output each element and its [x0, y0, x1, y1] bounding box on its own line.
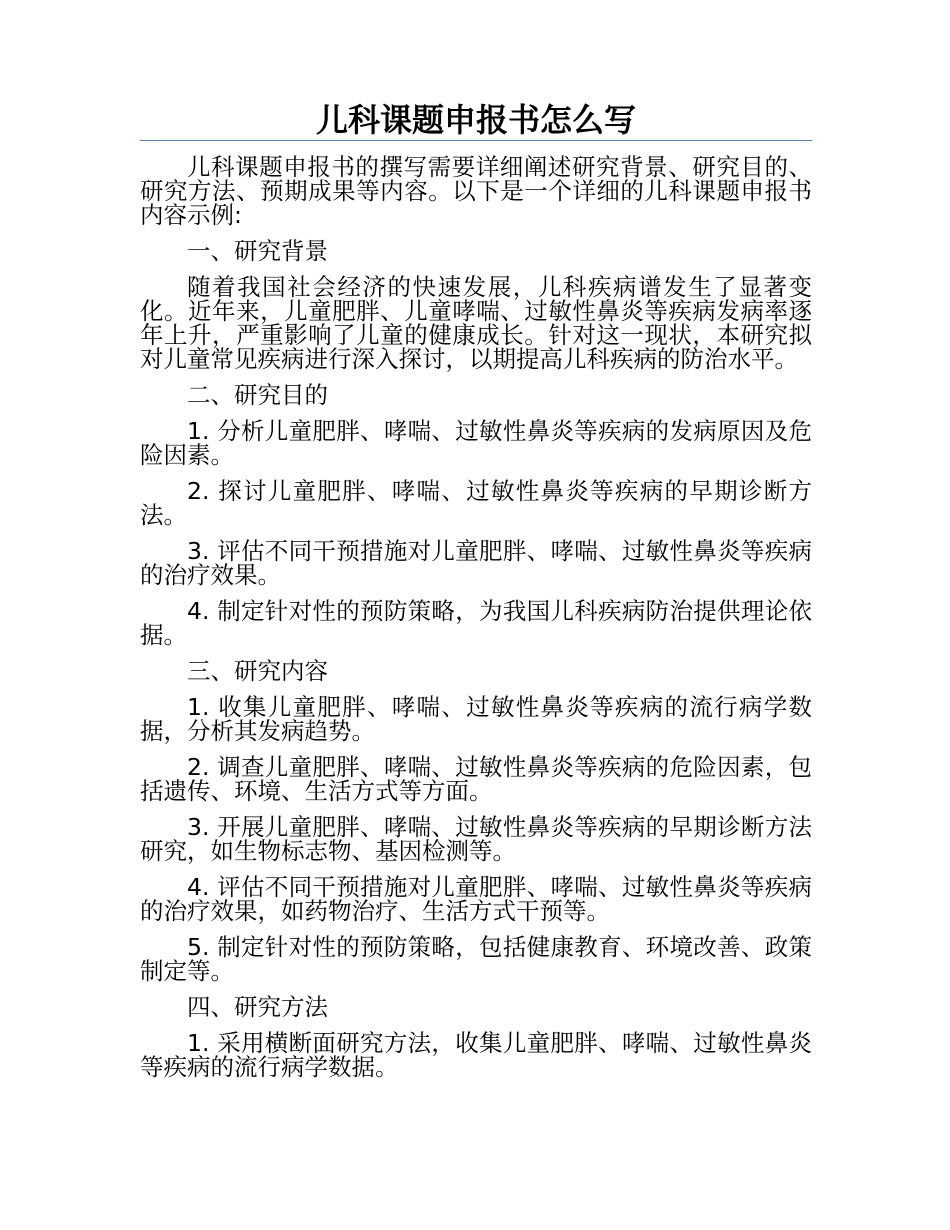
list-item: 1. 分析儿童肥胖、哮喘、过敏性鼻炎等疾病的发病原因及危险因素。 — [140, 417, 812, 469]
list-item: 3. 评估不同干预措施对儿童肥胖、哮喘、过敏性鼻炎等疾病的治疗效果。 — [140, 537, 812, 589]
list-item: 5. 制定针对性的预防策略，包括健康教育、环境改善、政策制定等。 — [140, 933, 812, 985]
list-item: 4. 评估不同干预措施对儿童肥胖、哮喘、过敏性鼻炎等疾病的治疗效果，如药物治疗、生活方式干预等。 — [140, 873, 812, 925]
list-item: 3. 开展儿童肥胖、哮喘、过敏性鼻炎等疾病的早期诊断方法研究，如生物标志物、基因检测等。 — [140, 813, 812, 865]
section-methods — [140, 995, 812, 1079]
list-item: 2. 调查儿童肥胖、哮喘、过敏性鼻炎等疾病的危险因素，包括遗传、环境、生活方式等方面。 — [140, 753, 812, 805]
section-heading: 三、研究内容 — [187, 657, 328, 685]
section-heading: 四、研究方法 — [187, 993, 328, 1021]
title-underline — [140, 140, 812, 141]
list-item: 1. 采用横断面研究方法，收集儿童肥胖、哮喘、过敏性鼻炎等疾病的流行病学数据。 — [140, 1029, 812, 1081]
section-background — [140, 239, 812, 371]
list-item: 4. 制定针对性的预防策略，为我国儿科疾病防治提供理论依据。 — [140, 597, 812, 649]
section-heading: 二、研究目的 — [187, 381, 328, 409]
list-item: 1. 收集儿童肥胖、哮喘、过敏性鼻炎等疾病的流行病学数据，分析其发病趋势。 — [140, 693, 812, 745]
document-page — [140, 100, 812, 1091]
document-title: 儿科课题申报书怎么写 — [315, 101, 636, 139]
section-objectives — [140, 383, 812, 647]
section-heading: 一、研究背景 — [187, 237, 328, 265]
intro-paragraph: 儿科课题申报书的撰写需要详细阐述研究背景、研究目的、研究方法、预期成果等内容。以下是一个详细的儿科课题申报书内容示例: — [140, 153, 812, 229]
section-paragraph: 随着我国社会经济的快速发展，儿科疾病谱发生了显著变化。近年来，儿童肥胖、儿童哮喘、过敏性鼻炎等疾病发病率逐年上升，严重影响了儿童的健康成长。针对这一现状，本研究拟对儿童常见疾病进行深入探讨，以期提高儿科疾病的防治水平。 — [140, 273, 812, 373]
list-item: 2. 探讨儿童肥胖、哮喘、过敏性鼻炎等疾病的早期诊断方法。 — [140, 477, 812, 529]
section-content — [140, 659, 812, 983]
